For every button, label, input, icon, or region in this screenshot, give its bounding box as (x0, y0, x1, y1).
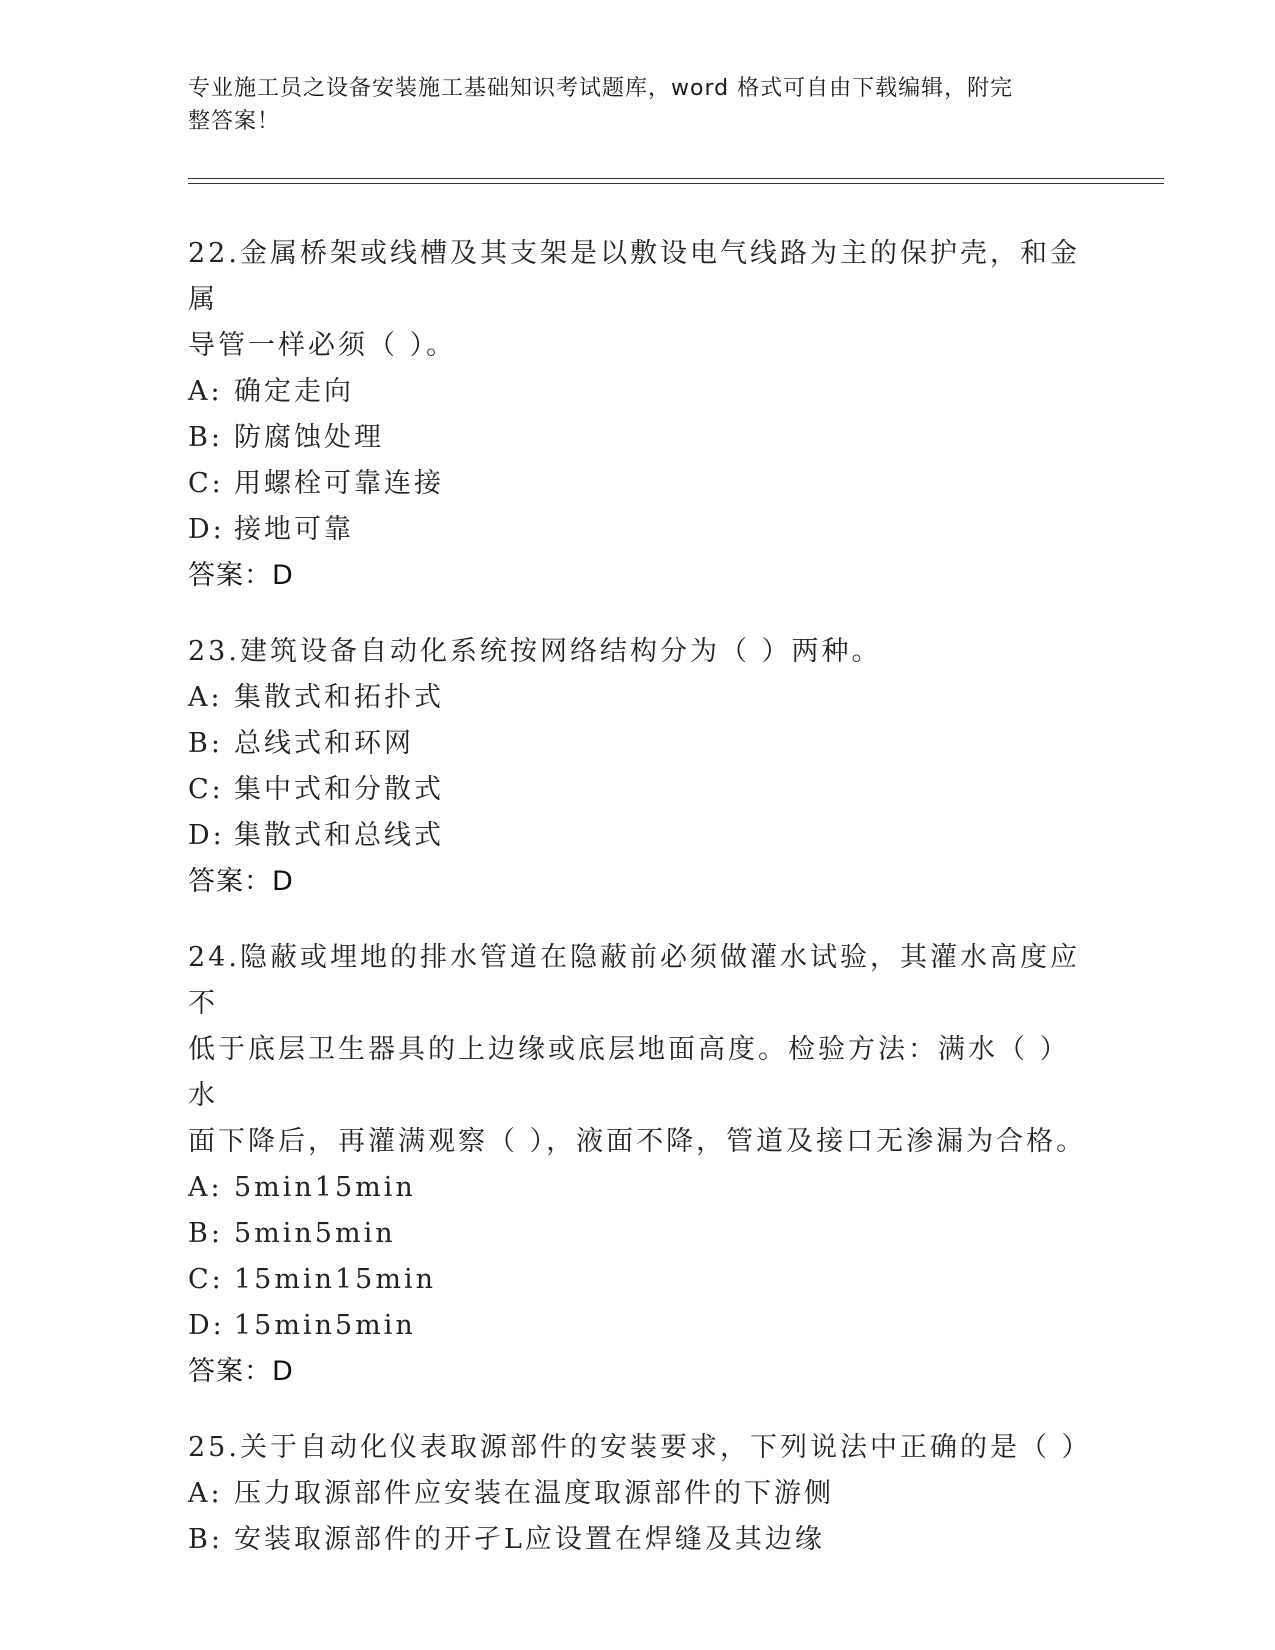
option-text: 用螺栓可靠连接 (234, 468, 444, 499)
question-stem-line: 低于底层卫生器具的上边缘或底层地面高度。检验方法：满水（ ）水 (188, 1034, 1070, 1111)
option-text: 集散式和拓扑式 (234, 682, 444, 713)
option-label: B: (188, 728, 223, 759)
option-c (188, 461, 1088, 507)
option-text: 确定走向 (234, 376, 354, 407)
question-stem-line: 22.金属桥架或线槽及其支架是以敷设电气线路为主的保护壳，和金属 (188, 238, 1080, 315)
question-23 (188, 629, 1088, 905)
question-stem-line: 23.建筑设备自动化系统按网络结构分为（ ）两种。 (188, 636, 882, 667)
option-text: 5min15min (234, 1172, 416, 1203)
header-line-1: 专业施工员之设备安装施工基础知识考试题库，word 格式可自由下载编辑，附完 (188, 76, 1014, 101)
question-stem-line: 25.关于自动化仪表取源部件的安装要求，下列说法中正确的是（ ） (188, 1432, 1092, 1463)
option-d (188, 1303, 1088, 1349)
option-label: D: (188, 514, 225, 545)
option-label: B: (188, 1524, 223, 1555)
header-line-2: 整答案！ (188, 109, 281, 134)
document-header (188, 72, 1068, 138)
option-d (188, 813, 1088, 859)
question-stem-line: 导管一样必须（ ）。 (188, 330, 457, 361)
option-text: 压力取源部件应安装在温度取源部件的下游侧 (234, 1478, 834, 1509)
option-d (188, 507, 1088, 553)
option-b (188, 1211, 1088, 1257)
option-text: 总线式和环网 (234, 728, 414, 759)
option-c (188, 767, 1088, 813)
option-label: C: (188, 1264, 224, 1295)
option-text: 防腐蚀处理 (234, 422, 384, 453)
option-a (188, 675, 1088, 721)
option-a (188, 369, 1088, 415)
option-c (188, 1257, 1088, 1303)
answer-line: 答案：D (188, 866, 294, 897)
option-label: A: (188, 682, 223, 713)
question-24 (188, 935, 1088, 1395)
header-divider-bottom (188, 183, 1164, 184)
option-label: A: (188, 376, 223, 407)
option-b (188, 1517, 1088, 1563)
option-text: 15min5min (234, 1310, 416, 1341)
option-label: D: (188, 1310, 225, 1341)
option-b (188, 721, 1088, 767)
question-stem-line: 24.隐蔽或埋地的排水管道在隐蔽前必须做灌水试验，其灌水高度应不 (188, 942, 1080, 1019)
option-a (188, 1471, 1088, 1517)
option-text: 15min15min (234, 1264, 436, 1295)
answer-line: 答案：D (188, 1356, 294, 1387)
option-label: C: (188, 468, 224, 499)
option-label: B: (188, 422, 223, 453)
option-label: A: (188, 1172, 223, 1203)
option-text: 5min5min (234, 1218, 396, 1249)
question-list (188, 231, 1092, 1593)
question-22 (188, 231, 1088, 599)
question-25 (188, 1425, 1092, 1563)
question-stem-line: 面下降后，再灌满观察（ ），液面不降，管道及接口无渗漏为合格。 (188, 1126, 1087, 1157)
option-label: A: (188, 1478, 223, 1509)
option-label: B: (188, 1218, 223, 1249)
option-text: 安装取源部件的开孑L应设置在焊缝及其边缘 (234, 1524, 825, 1555)
option-label: D: (188, 820, 225, 851)
option-text: 集散式和总线式 (234, 820, 444, 851)
option-text: 接地可靠 (234, 514, 354, 545)
answer-line: 答案：D (188, 560, 294, 591)
option-a (188, 1165, 1088, 1211)
option-b (188, 415, 1088, 461)
option-text: 集中式和分散式 (234, 774, 444, 805)
option-label: C: (188, 774, 224, 805)
header-divider-top (188, 178, 1164, 179)
